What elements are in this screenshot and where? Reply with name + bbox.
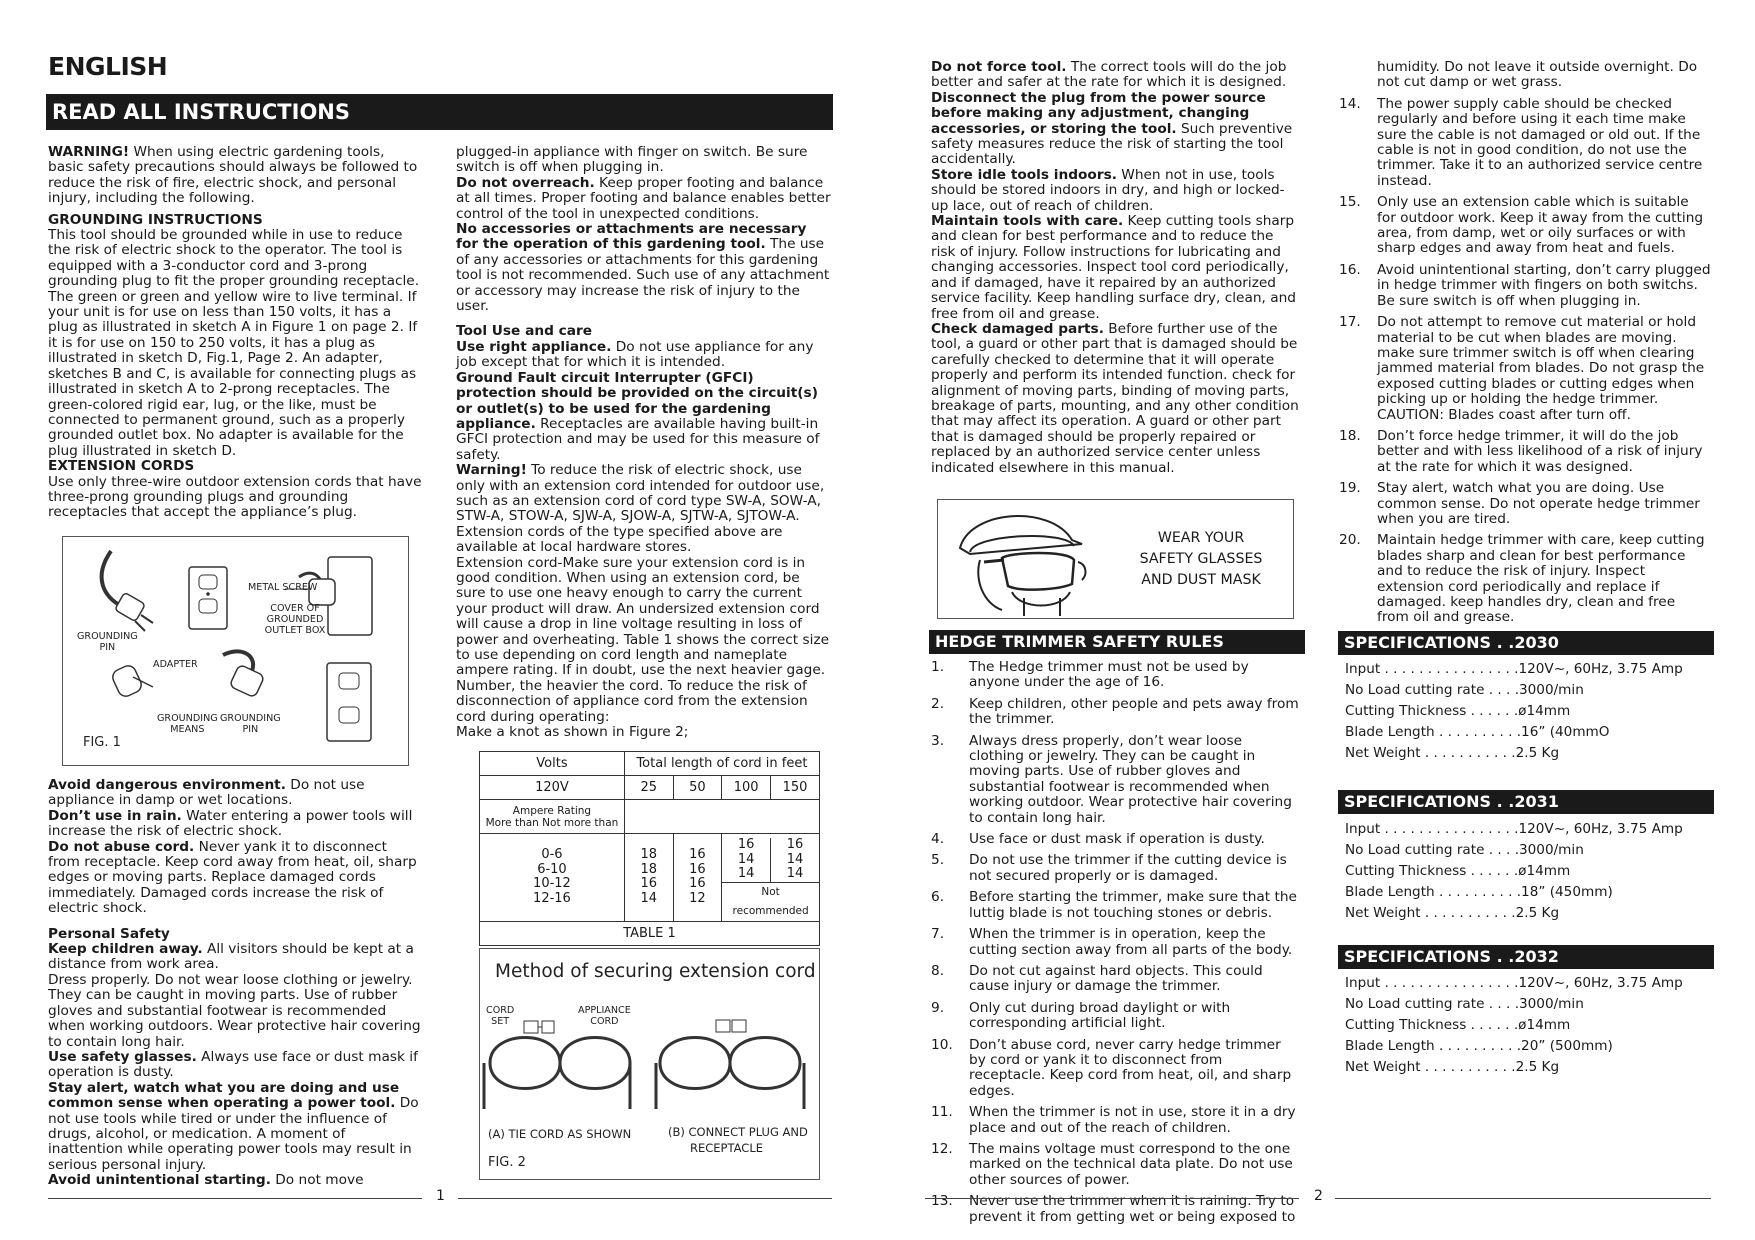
- safety-rule-item: [931, 853, 1301, 884]
- warning2-paragraph: [456, 463, 832, 525]
- spec-2030-heading: SPECIFICATIONS . .2030: [1338, 631, 1714, 655]
- label-cover-line2: GROUNDED: [266, 614, 324, 625]
- safety-rules-heading: HEDGE TRIMMER SAFETY RULES: [929, 630, 1305, 654]
- glasses-text: Always use face or dust mask if operation is dusty.: [48, 1048, 418, 1081]
- page-1: [0, 0, 877, 1240]
- safety-message: [1126, 528, 1276, 591]
- safety-rule-item: [931, 734, 1301, 826]
- label-pin-line1: GROUNDING: [220, 713, 281, 724]
- safety-rule-text: Only use an extension cable which is suitable for outdoor work. Keep it away from the cutting area, from damp, wet or oily surfaces or with sharp edges and away from heat and fuels.: [1377, 194, 1704, 257]
- safety-rule-text: The Hedge trimmer must not be used by anyone under the age of 16.: [969, 659, 1249, 691]
- face-mask-illustration: [940, 500, 1100, 618]
- table-gauge-100-150: [722, 834, 820, 922]
- safety-rule-number: 4.: [931, 831, 945, 848]
- footer-line-right-2: [1335, 1198, 1711, 1199]
- gauge-100-2: 14: [737, 866, 755, 881]
- safety-rule-number: 12.: [931, 1140, 953, 1157]
- rules-list-1: [931, 660, 1301, 1225]
- label-metal-screw: METAL SCREW: [248, 582, 318, 593]
- safety-rule-text: Avoid unintentional starting, don’t carry plugged in hedge trimmer with fingers on both switchs. Be sure switch is off when plugging in.: [1377, 261, 1711, 309]
- safety-line1: WEAR YOUR: [1157, 530, 1245, 546]
- safety-rule-number: 11.: [931, 1104, 953, 1121]
- spec-2032-input: Input . . . . . . . . . . . . . . . .120V~, 60Hz, 3.75 Amp: [1345, 975, 1683, 991]
- safety-rule-item: [1339, 195, 1711, 257]
- label-grounding-line2: PIN: [99, 642, 116, 653]
- gauge-25-0: 18: [640, 847, 657, 863]
- alert-label: Stay alert, watch what you are doing and use common sense when operating a power tool.: [48, 1079, 400, 1112]
- accessories-text: The use of any accessories or attachments for this gardening tool is not recommended. Such use of any attachment or accessory may increase the risk of injury to the user.: [456, 236, 830, 315]
- label-pin-line2: PIN: [242, 724, 259, 735]
- check-label: Check damaged parts.: [931, 320, 1104, 337]
- availability-paragraph: Extension cords of the type specified above are available at local hardware stores.: [456, 523, 783, 556]
- store-label: Store idle tools indoors.: [931, 166, 1117, 183]
- safety-rule-item: [1339, 533, 1711, 625]
- gauge-50-0: 16: [689, 847, 706, 863]
- safety-line2: SAFETY GLASSES: [1139, 551, 1263, 567]
- label-cord-set-line2: SET: [491, 1016, 510, 1027]
- abuse-cord-label: Do not abuse cord.: [48, 838, 195, 855]
- gfci-paragraph: [456, 371, 832, 463]
- gauge-100-1: 14: [737, 851, 755, 867]
- safety-rule-text: Stay alert, watch what you are doing. Use common sense. Do not operate hedge trimmer when you are tired.: [1377, 480, 1700, 527]
- spec-2032-table: [1345, 973, 1683, 1078]
- accessories-paragraph: [456, 222, 832, 314]
- safety-rule-item: [1339, 481, 1711, 527]
- footer-line-left: [48, 1198, 422, 1199]
- abuse-cord-paragraph: [48, 840, 422, 917]
- range-3: 12-16: [533, 890, 571, 906]
- rain-text: Water entering a power tools will increase the risk of electric shock.: [48, 807, 413, 840]
- safety-rule-item: [931, 832, 1301, 847]
- dress-paragraph: Dress properly. Do not wear loose clothing or jewelry. They can be caught in moving parts. Use of rubber gloves and substantial footwear is recommended when working outdoors. Wear protective hair covering to contain long hair.: [48, 971, 421, 1050]
- gauge-100-150-values: [722, 834, 819, 882]
- safety-rule-item: [931, 697, 1301, 728]
- label-cover: [259, 603, 331, 636]
- dangerous-env-text: Do not use appliance in damp or wet locations.: [48, 777, 365, 809]
- figure-2-caption: FIG. 2: [488, 1155, 526, 1170]
- safety-rule-item: [931, 660, 1301, 691]
- spec-2030-blade: Blade Length . . . . . . . . . .16” (40mmO: [1345, 724, 1610, 740]
- maintain-label: Maintain tools with care.: [931, 213, 1124, 230]
- rules-list-2: [1339, 97, 1711, 626]
- right-appliance-text: Do not use appliance for any job except that for which it is intended.: [456, 338, 814, 371]
- spec-2032-thickness: Cutting Thickness . . . . . .ø14mm: [1345, 1017, 1571, 1033]
- alert-paragraph: [48, 1081, 422, 1173]
- footer-line-right: [458, 1198, 832, 1199]
- warning2-label: Warning!: [456, 462, 527, 479]
- safety-rule-number: 19.: [1339, 480, 1361, 497]
- safety-rule-number: 17.: [1339, 314, 1361, 331]
- spec-2032-heading: SPECIFICATIONS . .2032: [1338, 945, 1714, 969]
- safety-rule-text: Don’t force hedge trimmer, it will do the job better and with less likelihood of a risk of injury at the rate for which it was designed.: [1377, 427, 1703, 475]
- extension-cord-table: [479, 751, 820, 946]
- safety-rule-number: 20.: [1339, 532, 1361, 549]
- gauge-50-2: 16: [689, 876, 706, 892]
- safety-rule-item: [1339, 429, 1711, 475]
- safety-rule-text: Before starting the trimmer, make sure that the luttig blade is not touching stones or debris.: [969, 889, 1297, 921]
- spec-2031-input: Input . . . . . . . . . . . . . . . .120V~, 60Hz, 3.75 Amp: [1345, 821, 1683, 837]
- p1-col2: [456, 145, 832, 740]
- figure-2: [479, 948, 820, 1180]
- page-number-1: 1: [436, 1188, 445, 1204]
- label-appliance-line1: APPLIANCE: [578, 1005, 631, 1016]
- safety-rule-item: [931, 1001, 1301, 1032]
- force-text: The correct tools will do the job better and safer at the rate for which it is designed.: [931, 59, 1287, 91]
- dangerous-env-label: Avoid dangerous environment.: [48, 777, 286, 793]
- table-length-25: 25: [624, 776, 673, 800]
- gfci-label: Ground Fault circuit Interrupter (GFCI) protection should be provided on the circuit(s) or outlet(s) to be used for the gardening appliance.: [456, 369, 818, 432]
- safety-line3: AND DUST MASK: [1141, 572, 1261, 588]
- label-appliance-cord: [578, 1005, 631, 1027]
- overreach-paragraph: [456, 176, 832, 222]
- gauge-100-col: [722, 838, 771, 882]
- label-grounding-means: [157, 713, 218, 735]
- spec-2031-blade: Blade Length . . . . . . . . . .18” (450mm): [1345, 884, 1613, 900]
- children-paragraph: [48, 942, 422, 973]
- rain-paragraph: [48, 809, 422, 840]
- force-label: Do not force tool.: [931, 59, 1067, 75]
- maintain-paragraph: [931, 214, 1301, 322]
- knot-paragraph: Make a knot as shown in Figure 2;: [456, 724, 689, 741]
- safety-rule-number: 18.: [1339, 427, 1361, 444]
- table-ampere-rating: [480, 800, 625, 834]
- safety-rule-number: 7.: [931, 926, 945, 943]
- gauge-25-1: 18: [640, 861, 657, 877]
- range-2: 10-12: [533, 876, 571, 892]
- label-grounding-line1: GROUNDING: [77, 631, 138, 642]
- grounding-text: This tool should be grounded while in use to reduce the risk of electric shock to the operator. The tool is equipped with a 3-conductor cord and 3-prong grounding plug to fit the proper grounding receptacle. The green or green and yellow wire to live terminal. If your unit is for use on less than 150 volts, it has a plug as illustrated in sketch A in Figure 1 on page 2. If it is for use on 150 to 250 volts, it has a plug as illustrated in sketch D, Fig.1, Page 2. An adapter, sketches B and C, is available for connecting plugs as illustrated in sketch A to 2-prong receptacles. The green-colored rigid ear, lug, or the like, must be connected to permanent ground, such as a properly grounded outlet box. No adapter is available for the plug illustrated in sketch D.: [48, 227, 420, 459]
- safety-rule-item: [931, 890, 1301, 921]
- gauge-25-2: 16: [640, 876, 657, 892]
- tool-use-heading: Tool Use and care: [456, 323, 593, 340]
- table-ranges: [480, 834, 625, 922]
- table-header-length: Total length of cord in feet: [624, 752, 819, 776]
- figure-2-title: Method of securing extension cord: [495, 961, 816, 982]
- safety-rule-number: 5.: [931, 852, 945, 869]
- disconnect-text: Such preventive safety measures reduce the risk of starting the tool accidentally.: [931, 120, 1293, 168]
- page-number-2: 2: [1314, 1188, 1323, 1204]
- spec-2030-input: Input . . . . . . . . . . . . . . . .120V~, 60Hz, 3.75 Amp: [1345, 661, 1683, 677]
- safety-rule-number: 16.: [1339, 261, 1361, 278]
- start-label: Avoid unintentional starting.: [48, 1172, 271, 1189]
- safety-rule-text: Don’t abuse cord, never carry hedge trimmer by cord or yank it to disconnect from receptacle. Keep cord from heat, oil, and sharp edges.: [969, 1036, 1292, 1099]
- figure-1-caption: FIG. 1: [83, 735, 121, 750]
- right-appliance-label: Use right appliance.: [456, 338, 612, 355]
- gauge-25-3: 14: [640, 890, 657, 906]
- spec-2031-weight: Net Weight . . . . . . . . . . .2.5 Kg: [1345, 905, 1560, 921]
- spec-2031-rate: No Load cutting rate . . . .3000/min: [1345, 842, 1584, 858]
- table-gauge-25: [624, 834, 673, 922]
- label-adapter: ADAPTER: [153, 659, 198, 670]
- p1-col1-top: [48, 145, 422, 521]
- spec-2032-blade: Blade Length . . . . . . . . . .20” (500mm): [1345, 1038, 1613, 1054]
- safety-rule-text: Do not cut against hard objects. This could cause injury or damage the trimmer.: [969, 962, 1263, 995]
- safety-rule-text: The power supply cable should be checked regularly and before using it each time make sure the cable is not damaged or old out. If the cable is not in good condition, do not use the trimmer. Take it to an authorized service centre instead.: [1377, 95, 1703, 189]
- safety-rule-number: 9.: [931, 999, 945, 1016]
- label-means-line2: MEANS: [170, 724, 205, 735]
- gfci-text: Receptacles are available having built-in GFCI protection and may be used for this measure of safety.: [456, 415, 820, 463]
- safety-rule-number: 14.: [1339, 95, 1361, 112]
- label-cover-line1: COVER OF: [270, 603, 320, 614]
- check-paragraph: [931, 322, 1301, 476]
- figure-1: [62, 536, 409, 766]
- rules-list-col2: [1339, 60, 1711, 632]
- not-recommended: Not recommended: [722, 882, 819, 921]
- spec-2030-thickness: Cutting Thickness . . . . . .ø14mm: [1345, 703, 1571, 719]
- table-length-100: 100: [722, 776, 771, 800]
- caption-b: [668, 1124, 808, 1156]
- table-caption: TABLE 1: [480, 921, 820, 945]
- safety-rule-number: 13.: [931, 1193, 953, 1210]
- right-appliance-paragraph: [456, 340, 832, 371]
- warning-paragraph: [48, 145, 422, 207]
- p1-col1-bottom: [48, 778, 422, 1189]
- safety-rule-text: Keep children, other people and pets away from the trimmer.: [969, 695, 1299, 728]
- spec-2031-thickness: Cutting Thickness . . . . . .ø14mm: [1345, 863, 1571, 879]
- table-length-50: 50: [673, 776, 722, 800]
- alert-text: Do not use tools while tired or under the influence of drugs, alcohol, or medication. A moment of inattention while operating power tools may result in serious personal injury.: [48, 1095, 419, 1173]
- label-appliance-line2: CORD: [590, 1016, 619, 1027]
- extension-text: Use only three-wire outdoor extension cords that have three-prong grounding plugs and grounding receptacles that accept the appliance’s plug.: [48, 473, 422, 521]
- page-2: [877, 0, 1755, 1240]
- safety-rule-text: When the trimmer is in operation, keep the cutting section away from all parts of the body.: [969, 926, 1293, 958]
- safety-rule-text: Do not use the trimmer if the cutting device is not secured properly or is damaged.: [969, 852, 1287, 884]
- safety-rule-item: [1339, 315, 1711, 423]
- safety-glasses-box: [937, 499, 1294, 619]
- safety-rule-item: [931, 1038, 1301, 1100]
- store-paragraph: [931, 168, 1301, 214]
- safety-rule-text: Always dress properly, don’t wear loose clothing or jewelry. They can be caught in moving parts. Use of rubber gloves and substantial footwear is recommended when working outdoor. Wear protective hair covering to contain long hair.: [969, 732, 1292, 826]
- extension-cord-paragraph: Extension cord-Make sure your extension cord is in good condition. When using an extension cord, be sure to use one heavy enough to carry the current your product will draw. An undersized extension cord will cause a drop in line voltage resulting in loss of power and overheating. Table 1 shows the correct size to use depending on cord length and nameplate ampere rating. If in doubt, use the next heavier gage. Number, the heavier the cord. To reduce the risk of disconnection of appliance cord from the extension cord during operating:: [456, 554, 830, 725]
- table-gauge-50: [673, 834, 722, 922]
- gauge-100-0: 16: [737, 837, 755, 852]
- personal-safety-heading: Personal Safety: [48, 925, 170, 942]
- safety-rule-number: 1.: [931, 659, 945, 675]
- store-text: When not in use, tools should be stored indoors in dry, and high or locked-up lace, out of reach of children.: [931, 166, 1285, 214]
- warning-label: WARNING!: [48, 144, 130, 160]
- safety-rule-item: [1339, 97, 1711, 189]
- abuse-cord-text: Never yank it to disconnect from receptacle. Keep cord away from heat, oil, sharp edges or moving parts. Replace damaged cords immediately. Damaged cords increase the risk of electric shock.: [48, 838, 417, 917]
- caption-b-line2: RECEPTACLE: [690, 1141, 763, 1155]
- safety-rule-number: 8.: [931, 962, 945, 979]
- safety-rule-number: 10.: [931, 1036, 953, 1053]
- extension-heading: EXTENSION CORDS: [48, 458, 195, 475]
- range-0: 0-6: [541, 847, 563, 863]
- gauge-150-0: 16: [786, 837, 804, 852]
- spec-2031-table: [1345, 819, 1683, 924]
- warning2-text: To reduce the risk of electric shock, use only with an extension cord intended for outdoor use, such as an extension cord of cord type SW-A, SOW-A, STW-A, STOW-A, SJW-A, SJOW-A, SJTW-A, SJTOW-A.: [456, 462, 825, 525]
- children-label: Keep children away.: [48, 941, 203, 958]
- label-grounding-pin-d: [220, 713, 281, 735]
- glasses-paragraph: [48, 1050, 422, 1081]
- cont-paragraph: plugged-in appliance with finger on switch. Be sure switch is off when plugging in.: [456, 144, 808, 176]
- safety-rule-number: 6.: [931, 889, 945, 906]
- start-paragraph: [48, 1173, 422, 1188]
- spec-2032-rate: No Load cutting rate . . . .3000/min: [1345, 996, 1584, 1012]
- safety-rule-text: Never use the trimmer when it is raining. Try to prevent it from getting wet or being exposed to: [969, 1193, 1296, 1225]
- spec-2030-table: [1345, 659, 1683, 764]
- dangerous-env-paragraph: [48, 778, 422, 809]
- grounding-heading: GROUNDING INSTRUCTIONS: [48, 211, 263, 228]
- spec-2031-heading: SPECIFICATIONS . .2031: [1338, 790, 1714, 814]
- safety-rule-text: The mains voltage must correspond to the one marked on the technical data plate. Do not use other sources of power.: [969, 1140, 1293, 1188]
- table-voltage: 120V: [480, 776, 625, 800]
- ampere-rating-line2: More than Not more than: [485, 816, 619, 829]
- check-text: Before further use of the tool, a guard or other part that is damaged should be carefully checked to determine that it will operate properly and perform its intended function. check for alignment of moving parts, binding of moving parts, breakage of parts, mounting, and any other condition that may affect its operation. A guard or other part that is damaged should be properly repaired or replaced by an authorized service center unless indicated elsewhere in this manual.: [931, 320, 1299, 476]
- rule-13-continued: humidity. Do not leave it outside overnight. Do not cut damp or wet grass.: [1377, 59, 1698, 91]
- gauge-150-1: 14: [786, 851, 804, 867]
- p2-col1-top: [931, 60, 1301, 476]
- safety-rule-item: [1339, 263, 1711, 309]
- accessories-label: No accessories or attachments are necessary for the operation of this gardening tool.: [456, 221, 807, 253]
- safety-rule-number: 15.: [1339, 194, 1361, 211]
- start-text: Do not move: [270, 1172, 364, 1189]
- disconnect-label: Disconnect the plug from the power source before making any adjustment, changing accessories, or storing the tool.: [931, 89, 1266, 137]
- gauge-150-col: [771, 838, 819, 882]
- maintain-text: Keep cutting tools sharp and clean for best performance and to reduce the risk of injury. Follow instructions for lubricating and changing accessories. Inspect tool cord periodically, and if damaged, have it repaired by an authorized service facility. Keep handling surface dry, clean, and free from oil and grease.: [931, 213, 1296, 322]
- safety-rule-text: Maintain hedge trimmer with care, keep cutting blades sharp and clean for best performance and to reduce the risk of injury. Inspect extension cord periodically and replace if damaged. keep handles dry, clean and free from oil and grease.: [1377, 532, 1705, 626]
- overreach-text: Keep proper footing and balance at all times. Proper footing and balance enables better control of the tool in unexpected conditions.: [456, 174, 831, 222]
- safety-rule-number: 3.: [931, 732, 945, 749]
- label-cover-line3: OUTLET BOX: [264, 625, 326, 636]
- spec-2030-weight: Net Weight . . . . . . . . . . .2.5 Kg: [1345, 745, 1560, 761]
- warning-text: When using electric gardening tools, basic safety precautions should always be followed to reduce the risk of fire, electric shock, and personal injury, including the following.: [48, 144, 418, 207]
- rain-label: Don’t use in rain.: [48, 807, 182, 824]
- table-header-volts: Volts: [480, 752, 625, 776]
- disconnect-paragraph: [931, 91, 1301, 168]
- safety-rule-text: Only cut during broad daylight or with corresponding artificial light.: [969, 999, 1231, 1032]
- rules-list-col1: [931, 660, 1301, 1231]
- table-length-150: 150: [771, 776, 820, 800]
- gauge-50-1: 16: [689, 861, 706, 877]
- safety-rule-item: [931, 964, 1301, 995]
- read-all-instructions-banner: READ ALL INSTRUCTIONS: [46, 94, 833, 130]
- spec-2032-weight: Net Weight . . . . . . . . . . .2.5 Kg: [1345, 1059, 1560, 1075]
- table-ampere-spacer: [624, 800, 819, 834]
- gauge-50-3: 12: [689, 890, 706, 906]
- label-cord-set: [486, 1005, 514, 1027]
- label-cord-set-line1: CORD: [486, 1005, 515, 1016]
- ampere-rating-line1: Ampere Rating: [512, 804, 592, 817]
- safety-rule-item: [931, 1105, 1301, 1136]
- label-grounding-pin-a: [77, 631, 138, 653]
- children-text: All visitors should be kept at a distance from work area.: [48, 941, 414, 973]
- safety-rule-text: Use face or dust mask if operation is dusty.: [969, 831, 1265, 848]
- caption-a: (A) TIE CORD AS SHOWN: [488, 1127, 632, 1141]
- glasses-label: Use safety glasses.: [48, 1048, 197, 1065]
- label-means-line1: GROUNDING: [157, 713, 218, 724]
- overreach-label: Do not overreach.: [456, 174, 595, 191]
- safety-rule-item: [931, 927, 1301, 958]
- safety-rule-text: When the trimmer is not in use, store it in a dry place and out of the reach of children.: [969, 1104, 1296, 1136]
- force-paragraph: [931, 60, 1301, 91]
- safety-rule-item: [931, 1142, 1301, 1188]
- gauge-150-2: 14: [786, 866, 804, 881]
- spec-2030-rate: No Load cutting rate . . . .3000/min: [1345, 682, 1584, 698]
- caption-b-line1: (B) CONNECT PLUG AND: [668, 1125, 808, 1139]
- safety-rule-number: 2.: [931, 695, 945, 712]
- language-heading: ENGLISH: [48, 52, 168, 81]
- safety-rule-text: Do not attempt to remove cut material or hold material to be cut when blades are moving. make sure trimmer switch is off when clearing jammed material from blades. Do not grasp the exposed cutting blades or cutting edges when picking up or holding the hedge trimmer. CAUTION: Blades coast after turn off.: [1377, 314, 1705, 423]
- footer-line-left-2: [925, 1198, 1299, 1199]
- range-1: 6-10: [537, 861, 567, 877]
